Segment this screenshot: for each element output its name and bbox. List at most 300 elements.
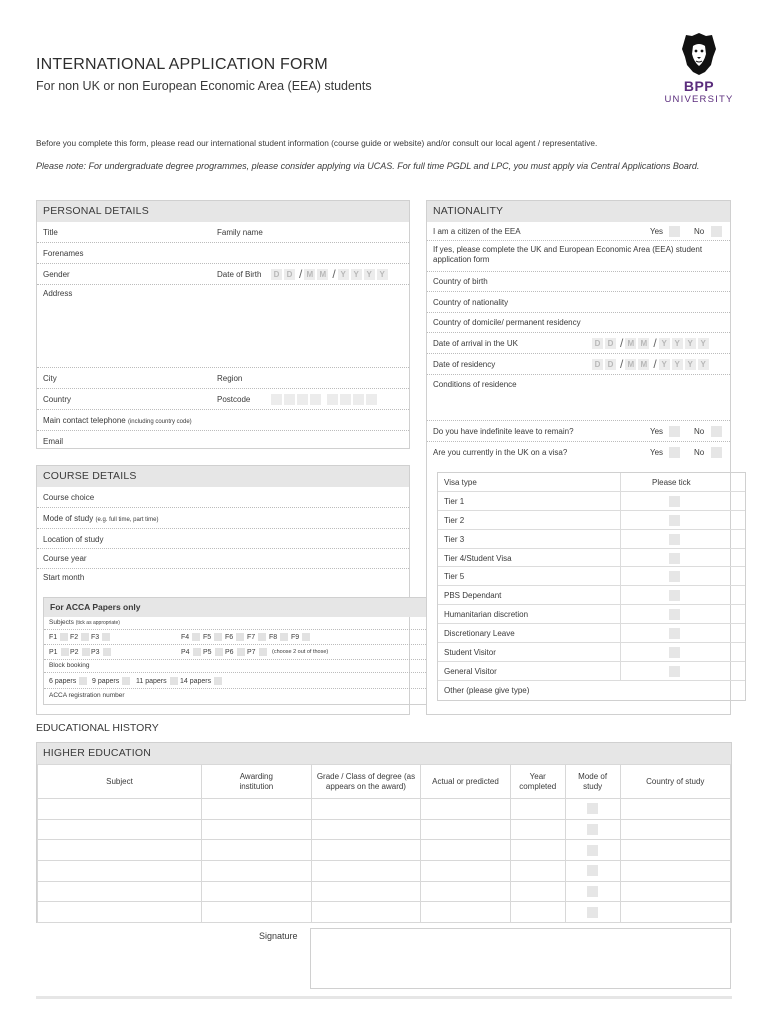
paper-f2[interactable] [70, 633, 89, 641]
arrival-year-box[interactable]: Y [698, 338, 709, 349]
visa-column-divider [620, 511, 621, 529]
visa-column-divider [620, 662, 621, 680]
eea-yes-label: Yes [650, 227, 664, 236]
choose-note: (choose 2 out of those) [272, 649, 329, 655]
nationality-heading: NATIONALITY [427, 201, 730, 222]
arrival-day-box[interactable]: D [592, 338, 603, 349]
paper-label: F1 [49, 633, 58, 641]
dob-year-box[interactable]: Y [377, 269, 388, 280]
phone-row[interactable] [37, 410, 409, 431]
table-cell[interactable] [620, 799, 730, 820]
paper-label: P1 [49, 648, 58, 656]
paper-f1[interactable] [49, 633, 68, 641]
footer-bar [36, 996, 732, 999]
table-cell[interactable] [201, 881, 311, 902]
nationality-panel [426, 200, 731, 715]
eea-citizen-row[interactable] [427, 222, 730, 241]
mode-tick[interactable] [587, 845, 598, 856]
visa-type-label: Tier 2 [444, 515, 465, 525]
column-header: Subject [38, 765, 202, 799]
visa-tick[interactable] [669, 496, 680, 507]
email-row[interactable] [37, 431, 409, 452]
paper-label: F6 [225, 633, 234, 641]
note-text: Please note: For undergraduate degree programmes, please consider applying via UCAS. For full time PGDL and LPC, you must apply via Central Applications Board. [36, 161, 700, 171]
table-cell[interactable] [510, 840, 565, 861]
visa-tick[interactable] [669, 571, 680, 582]
visa-column-divider [620, 586, 621, 604]
indefinite-row[interactable] [427, 421, 730, 442]
gender-label: Gender [43, 270, 70, 279]
table-cell[interactable] [201, 819, 311, 840]
table-cell[interactable] [311, 881, 420, 902]
postcode-box[interactable] [297, 394, 308, 405]
table-cell[interactable] [38, 819, 202, 840]
visa-question-row[interactable] [427, 442, 730, 463]
indefinite-no-label: No [694, 427, 705, 436]
table-cell[interactable] [311, 861, 420, 882]
form-title: INTERNATIONAL APPLICATION FORM [36, 56, 328, 73]
paper-tick[interactable] [60, 633, 68, 641]
column-header: Actual or predicted [421, 765, 511, 799]
visa-column-divider [620, 530, 621, 548]
email-label: Email [43, 437, 64, 446]
paper-tick[interactable] [280, 633, 288, 641]
dob-month-box[interactable]: M [304, 269, 315, 280]
table-cell[interactable] [565, 799, 620, 820]
eea-citizen-label: I am a citizen of the EEA [433, 227, 521, 236]
please-tick-header: Please tick [652, 478, 691, 487]
gender-row[interactable] [37, 264, 409, 285]
paper-label: P7 [247, 648, 256, 656]
indefinite-yes-label: Yes [650, 427, 664, 436]
visa-tick[interactable] [669, 647, 680, 658]
table-cell[interactable] [38, 861, 202, 882]
higher-education-heading: HIGHER EDUCATION [37, 743, 731, 764]
paper-tick[interactable] [259, 648, 267, 656]
table-cell[interactable] [311, 819, 420, 840]
acca-subjects-row [44, 617, 436, 630]
residency-month-box[interactable]: M [638, 359, 649, 370]
arrival-year-box[interactable]: Y [685, 338, 696, 349]
logo-subtitle: UNIVERSITY [664, 94, 734, 105]
visa-row[interactable] [438, 624, 745, 643]
table-cell[interactable] [421, 861, 511, 882]
table-cell[interactable] [620, 819, 730, 840]
residency-month-box[interactable]: M [625, 359, 636, 370]
visa-type-label: Tier 5 [444, 572, 465, 582]
paper-p3[interactable] [91, 648, 111, 656]
residency-date-field[interactable] [592, 359, 711, 370]
indefinite-label: Do you have indefinite leave to remain? [433, 427, 574, 436]
acca-reg-row[interactable] [44, 689, 436, 704]
table-cell[interactable] [620, 902, 730, 923]
table-cell[interactable] [421, 881, 511, 902]
table-cell[interactable] [565, 861, 620, 882]
paper-tick[interactable] [214, 633, 222, 641]
lion-crest-icon [681, 32, 717, 76]
location-row[interactable] [37, 529, 409, 549]
table-cell[interactable] [510, 799, 565, 820]
country-row[interactable] [37, 389, 409, 410]
paper-tick[interactable] [237, 648, 245, 656]
visa-type-label: Discretionary Leave [444, 629, 515, 639]
table-cell[interactable] [620, 861, 730, 882]
block-14-papers[interactable] [180, 677, 222, 685]
visa-column-divider [620, 492, 621, 510]
country-birth-row[interactable] [427, 272, 730, 292]
mode-tick[interactable] [587, 803, 598, 814]
visa-row[interactable] [438, 549, 745, 568]
visa-tick[interactable] [669, 534, 680, 545]
paper-label: F2 [70, 633, 79, 641]
visa-type-label: General Visitor [444, 666, 497, 676]
course-year-label: Course year [43, 554, 87, 563]
paper-label: P3 [91, 648, 100, 656]
course-details-heading: COURSE DETAILS [37, 466, 409, 487]
city-row[interactable] [37, 368, 409, 389]
date-separator: / [332, 267, 336, 281]
visa-tick[interactable] [669, 515, 680, 526]
table-cell[interactable] [620, 881, 730, 902]
visa-type-label: Tier 4/Student Visa [444, 553, 512, 563]
dob-day-box[interactable]: D [284, 269, 295, 280]
mode-tick[interactable] [587, 824, 598, 835]
table-cell[interactable] [38, 799, 202, 820]
paper-tick[interactable] [236, 633, 244, 641]
date-residency-label: Date of residency [433, 360, 496, 369]
course-year-row[interactable] [37, 549, 409, 569]
date-separator: / [299, 267, 303, 281]
column-header: Grade / Class of degree (as appears on the award) [311, 765, 420, 799]
block-label: 9 papers [92, 677, 120, 685]
paper-p2[interactable] [70, 648, 90, 656]
paper-label: F4 [181, 633, 190, 641]
mode-label-group [43, 514, 159, 523]
table-cell[interactable] [620, 840, 730, 861]
table-cell[interactable] [38, 881, 202, 902]
arrival-month-box[interactable]: M [625, 338, 636, 349]
table-row[interactable] [38, 840, 731, 861]
paper-label: P5 [203, 648, 212, 656]
dob-date-field[interactable] [271, 269, 390, 280]
block-label: 6 papers [49, 677, 77, 685]
acca-heading: For ACCA Papers only [44, 598, 436, 617]
paper-p4[interactable] [181, 648, 201, 656]
paper-p7[interactable] [247, 648, 267, 656]
visa-tick[interactable] [669, 666, 680, 677]
dob-label: Date of Birth [217, 270, 262, 279]
residency-year-box[interactable]: Y [672, 359, 683, 370]
family-name-label: Family name [217, 228, 263, 237]
postcode-boxes[interactable] [271, 394, 379, 405]
table-cell[interactable] [201, 861, 311, 882]
block-options-row[interactable] [44, 673, 436, 689]
acca-subjects-label: Subjects [49, 619, 74, 626]
signature-label: Signature [259, 931, 298, 941]
column-header: Awarding institution [201, 765, 311, 799]
location-label: Location of study [43, 535, 104, 544]
paper-p6[interactable] [225, 648, 245, 656]
paper-label: P4 [181, 648, 190, 656]
postcode-box[interactable] [327, 394, 338, 405]
phone-label: Main contact telephone [43, 416, 126, 425]
course-details-panel [36, 465, 410, 715]
table-cell[interactable] [38, 840, 202, 861]
postcode-box[interactable] [310, 394, 321, 405]
eea-yes-tick[interactable] [669, 226, 680, 237]
country-nationality-row[interactable] [427, 292, 730, 313]
table-cell[interactable] [565, 902, 620, 923]
table-row[interactable] [38, 819, 731, 840]
visa-no-tick[interactable] [711, 447, 722, 458]
table-header-row [38, 765, 731, 799]
paper-label: F3 [91, 633, 100, 641]
visa-row[interactable] [438, 605, 745, 624]
table-cell[interactable] [201, 902, 311, 923]
visa-column-divider [620, 605, 621, 623]
course-choice-row[interactable] [37, 487, 409, 508]
residency-day-box[interactable]: D [605, 359, 616, 370]
dob-year-box[interactable]: Y [338, 269, 349, 280]
personal-details-panel [36, 200, 410, 449]
arrival-month-box[interactable]: M [638, 338, 649, 349]
block-tick[interactable] [214, 677, 222, 685]
visa-no-label: No [694, 448, 705, 457]
visa-type-header: Visa type [444, 478, 477, 487]
visa-yes-tick[interactable] [669, 447, 680, 458]
visa-type-label: PBS Dependant [444, 591, 502, 601]
residency-year-box[interactable]: Y [659, 359, 670, 370]
paper-label: P2 [70, 648, 79, 656]
conditions-row[interactable] [427, 375, 730, 421]
residency-year-box[interactable]: Y [685, 359, 696, 370]
block-booking-row [44, 660, 436, 673]
higher-education-panel [36, 742, 732, 923]
table-cell[interactable] [510, 861, 565, 882]
date-separator: / [620, 336, 624, 350]
arrival-year-box[interactable]: Y [659, 338, 670, 349]
date-separator: / [653, 336, 657, 350]
arrival-day-box[interactable]: D [605, 338, 616, 349]
table-cell[interactable] [565, 819, 620, 840]
start-month-row[interactable] [37, 569, 409, 589]
mode-of-study-note: (e.g. full time, part time) [95, 517, 159, 523]
postcode-box[interactable] [284, 394, 295, 405]
visa-row[interactable] [438, 511, 745, 530]
table-cell[interactable] [565, 840, 620, 861]
block-6-papers[interactable] [49, 677, 87, 685]
personal-details-heading: PERSONAL DETAILS [37, 201, 409, 222]
paper-tick[interactable] [302, 633, 310, 641]
address-label: Address [43, 289, 73, 298]
block-label: 14 papers [180, 677, 212, 685]
forenames-label: Forenames [43, 249, 84, 258]
table-cell[interactable] [201, 840, 311, 861]
block-tick[interactable] [170, 677, 178, 685]
postcode-box[interactable] [271, 394, 282, 405]
paper-tick[interactable] [193, 648, 201, 656]
paper-tick[interactable] [81, 633, 89, 641]
intro-text: Before you complete this form, please read our international student information (course guide or website) and/or consult our local agent / representative. [36, 138, 598, 148]
arrival-date-field[interactable] [592, 338, 711, 349]
indefinite-yes-tick[interactable] [669, 426, 680, 437]
phone-note: (including country code) [127, 419, 192, 425]
table-cell[interactable] [510, 881, 565, 902]
visa-type-label: Tier 1 [444, 496, 465, 506]
paper-tick[interactable] [103, 648, 111, 656]
block-label: 11 papers [136, 677, 167, 685]
table-cell[interactable] [421, 799, 511, 820]
visa-type-label: Humanitarian discretion [444, 610, 529, 620]
visa-row[interactable] [438, 662, 745, 681]
paper-f4[interactable] [181, 633, 200, 641]
paper-f8[interactable] [269, 633, 288, 641]
paper-f9[interactable] [291, 633, 310, 641]
table-cell[interactable] [565, 881, 620, 902]
arrival-year-box[interactable]: Y [672, 338, 683, 349]
table-cell[interactable] [421, 840, 511, 861]
visa-row[interactable] [438, 586, 745, 605]
block-9-papers[interactable] [92, 677, 130, 685]
block-11-papers[interactable] [136, 677, 178, 685]
visa-tick[interactable] [669, 553, 680, 564]
paper-tick[interactable] [102, 633, 110, 641]
acca-p-row[interactable] [44, 645, 436, 660]
date-arrival-row[interactable] [427, 333, 730, 354]
visa-row[interactable] [438, 492, 745, 511]
postcode-box[interactable] [366, 394, 377, 405]
table-row[interactable] [38, 861, 731, 882]
visa-column-divider [620, 624, 621, 642]
postcode-box[interactable] [353, 394, 364, 405]
table-cell[interactable] [510, 819, 565, 840]
column-header: Year completed [510, 765, 565, 799]
paper-label: F5 [203, 633, 212, 641]
table-cell[interactable] [38, 902, 202, 923]
indefinite-no-tick[interactable] [711, 426, 722, 437]
conditions-label: Conditions of residence [433, 380, 517, 389]
visa-column-divider [620, 567, 621, 585]
country-domicile-label: Country of domicile/ permanent residency [433, 318, 581, 327]
acca-f-row[interactable] [44, 630, 436, 645]
visa-type-label: Student Visitor [444, 648, 496, 658]
table-cell[interactable] [510, 902, 565, 923]
title-row[interactable] [37, 222, 409, 243]
educational-history-heading: EDUCATIONAL HISTORY [36, 722, 159, 734]
visa-column-divider [620, 549, 621, 567]
mode-tick[interactable] [587, 865, 598, 876]
paper-p1[interactable] [49, 648, 69, 656]
mode-tick[interactable] [587, 907, 598, 918]
acca-reg-label: ACCA registration number [49, 692, 125, 699]
block-tick[interactable] [79, 677, 87, 685]
table-cell[interactable] [311, 840, 420, 861]
mode-of-study-row[interactable] [37, 508, 409, 529]
table-cell[interactable] [311, 799, 420, 820]
mode-tick[interactable] [587, 886, 598, 897]
paper-f7[interactable] [247, 633, 266, 641]
paper-f6[interactable] [225, 633, 244, 641]
signature-field[interactable] [310, 928, 731, 989]
column-header: Mode of study [565, 765, 620, 799]
visa-header-row [438, 473, 745, 492]
table-cell[interactable] [311, 902, 420, 923]
paper-tick[interactable] [215, 648, 223, 656]
paper-f5[interactable] [203, 633, 222, 641]
visa-type-label: Other (please give type) [444, 685, 530, 695]
paper-tick[interactable] [61, 648, 69, 656]
region-label: Region [217, 374, 243, 383]
eea-note: If yes, please complete the UK and European Economic Area (EEA) student application form [433, 245, 703, 264]
table-row[interactable] [38, 799, 731, 820]
paper-tick[interactable] [192, 633, 200, 641]
visa-row[interactable] [438, 530, 745, 549]
course-choice-label: Course choice [43, 493, 95, 502]
dob-year-box[interactable]: Y [351, 269, 362, 280]
visa-row[interactable] [438, 643, 745, 662]
country-nationality-label: Country of nationality [433, 298, 509, 307]
visa-yes-label: Yes [650, 448, 664, 457]
table-row[interactable] [38, 902, 731, 923]
country-domicile-row[interactable] [427, 313, 730, 333]
logo-name: BPP [683, 78, 715, 94]
table-cell[interactable] [421, 902, 511, 923]
higher-education-table [37, 764, 731, 923]
table-cell[interactable] [421, 819, 511, 840]
eea-no-tick[interactable] [711, 226, 722, 237]
paper-p5[interactable] [203, 648, 223, 656]
visa-column-divider [620, 643, 621, 661]
date-residency-row[interactable] [427, 354, 730, 375]
paper-tick[interactable] [258, 633, 266, 641]
postcode-label: Postcode [217, 395, 251, 404]
acca-subjects-label-group [49, 619, 120, 626]
form-subtitle: For non UK or non European Economic Area (EEA) students [36, 79, 372, 93]
visa-tick[interactable] [669, 609, 680, 620]
dob-month-box[interactable]: M [317, 269, 328, 280]
visa-row-other[interactable] [438, 681, 745, 700]
paper-tick[interactable] [82, 648, 90, 656]
paper-label: P6 [225, 648, 234, 656]
dob-day-box[interactable]: D [271, 269, 282, 280]
address-row[interactable] [37, 285, 409, 368]
table-row[interactable] [38, 881, 731, 902]
residency-day-box[interactable]: D [592, 359, 603, 370]
visa-tick[interactable] [669, 628, 680, 639]
visa-column-divider [620, 473, 621, 491]
visa-row[interactable] [438, 567, 745, 586]
acca-subjects-note: (tick as appropriate) [75, 620, 120, 626]
block-tick[interactable] [122, 677, 130, 685]
country-birth-label: Country of birth [433, 277, 488, 286]
paper-f3[interactable] [91, 633, 110, 641]
paper-label: F7 [247, 633, 256, 641]
table-cell[interactable] [201, 799, 311, 820]
date-arrival-label: Date of arrival in the UK [433, 339, 518, 348]
date-separator: / [653, 357, 657, 371]
dob-year-box[interactable]: Y [364, 269, 375, 280]
country-label: Country [43, 395, 72, 404]
postcode-box[interactable] [340, 394, 351, 405]
forenames-row[interactable] [37, 243, 409, 264]
visa-tick[interactable] [669, 590, 680, 601]
residency-year-box[interactable]: Y [698, 359, 709, 370]
acca-papers-box [43, 597, 437, 705]
column-header: Country of study [620, 765, 730, 799]
eea-no-label: No [694, 227, 705, 236]
start-month-label: Start month [43, 573, 85, 582]
paper-label: F8 [269, 633, 278, 641]
